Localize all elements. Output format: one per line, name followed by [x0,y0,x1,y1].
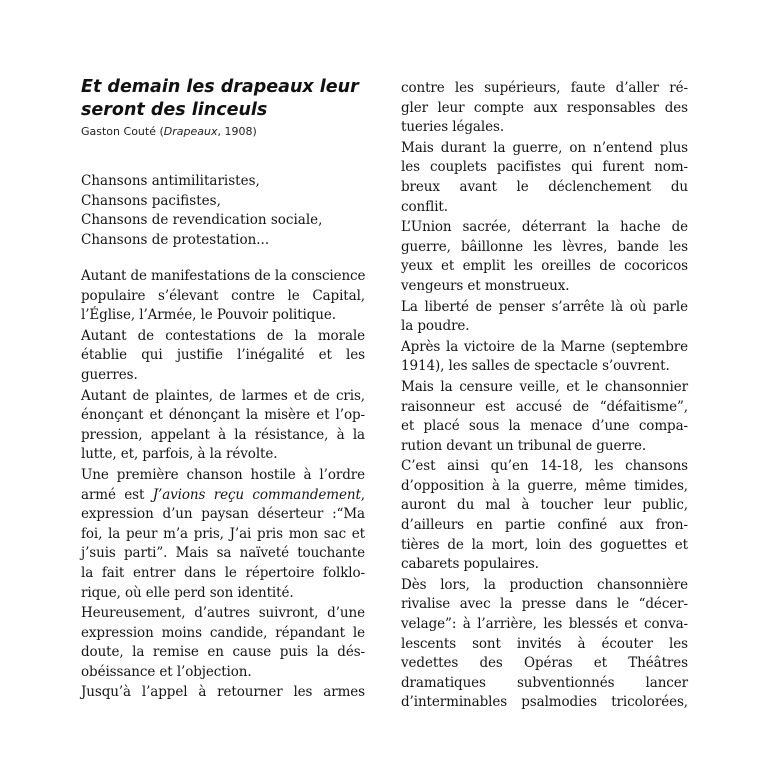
text-line: tueries légales. [401,119,505,136]
text-line: établie qui justifie l’inégalité et les [81,347,365,364]
text-line: obéissance et l’objection. [81,663,252,680]
text-line: pression, appelant à la résistance, à la [81,426,365,443]
text-line: rique, où elle perd son identité. [81,584,294,601]
text-line: l’Église, l’Armée, le Pouvoir politique. [81,307,336,324]
text-line: Autant de contestations de la morale [81,327,365,344]
paragraph [81,267,365,326]
attribution [81,125,371,139]
text-line: conflit. [401,198,448,215]
poem-line: Chansons de revendication sociale, [81,212,323,229]
text-line: populaire s’élevant contre le Capital, [81,287,365,304]
song-title: J’avions reçu commandement [152,486,361,503]
attribution-work: Drapeaux [163,125,218,138]
poem-line: Chansons de protestation... [81,231,270,248]
text-line: Autant de manifestations de la conscience [81,268,366,284]
text-line: C’est ainsi qu’en 14-18, les chansons [401,458,688,475]
text-line: rution devant un tribunal de guerre. [401,437,647,454]
text-line: expression moins candide, répandant le [81,624,365,641]
text-line: Jusqu’à l’appel à retourner les armes [81,684,365,701]
text-line: auront du mal à toucher leur public, [401,497,688,514]
text-line: j’suis parti”. Mais sa naïveté touchante [81,545,365,562]
text-line: d’interminables psalmodies tricolorées, [401,694,688,711]
attribution-rest: , 1908) [217,125,257,138]
text-line: tières de la mort, loin des goguettes et [401,536,688,553]
text-line: breux avant le déclenchement du [401,178,688,195]
text-line: lutte, et, parfois, à la révolte. [81,446,278,463]
text-line: yeux et emplit les oreilles de cocoricos [401,258,688,275]
paragraph [401,457,688,575]
poem-line: Chansons antimilitaristes, [81,173,260,189]
text-line: et placé sous la menace d’une compa- [401,418,688,435]
text-line: L’Union sacrée, déterrant la hache de [401,219,688,236]
text-line: d’opposition à la guerre, même timides, [401,477,688,494]
paragraph [401,79,688,138]
attribution-author: Gaston Couté ( [81,125,164,138]
paragraph [401,378,688,456]
text-line: la fait entrer dans le répertoire folklo- [81,564,365,581]
left-body-text [81,267,365,703]
text-line: vedettes des Opéras et Théâtres [401,655,688,672]
text-line: Une première chanson hostile à l’ordre [81,466,365,483]
text-line: guerre, bâillonne les lèvres, bande les [401,238,688,255]
text-line: rivalise avec la presse dans le “décer- [401,596,688,613]
paragraph [401,298,688,337]
text-line: les couplets pacifistes qui furent nom- [401,159,688,176]
text-line: Autant de plaintes, de larmes et de cris, [81,387,365,404]
paragraph [401,139,688,217]
text-line: Après la victoire de la Marne (septembre [401,338,688,355]
text-line: dramatiques subventionnés lancer [401,674,688,691]
text-line: la poudre. [401,318,470,335]
paragraph [81,327,365,386]
text-line: gler leur compte aux responsables des [401,99,688,116]
paragraph [81,683,365,703]
text-line: lescents sont invités à écouter les [401,635,688,652]
text-line: 1914), les salles de spectacle s’ouvrent. [401,358,670,375]
right-body-text [401,79,688,713]
paragraph [401,338,688,377]
text-run: , [360,486,365,503]
poem-line: Chansons pacifistes, [81,192,221,209]
article-title: Et demain les drapeaux leur seront des linceuls [81,77,359,120]
text-run: armé est [81,486,153,503]
text-line: Mais durant la guerre, on n’entend plus [401,139,688,156]
paragraph [401,218,688,296]
text-line: guerres. [81,366,138,383]
poem-stanza [81,172,371,250]
text-line: doute, la remise en cause puis la dés- [81,644,365,661]
text-line: vengeurs et monstrueux. [401,277,570,294]
text-line: Mais la censure veille, et le chansonnier [401,378,688,395]
text-line: d’ailleurs en partie confiné aux fron- [401,517,688,534]
paragraph [401,576,688,713]
text-line: énonçant et dénonçant la misère et l’op- [81,407,365,424]
text-line: foi, la peur m’a pris, J’ai pris mon sac et [81,525,365,542]
text-line: Dès lors, la production chansonnière [401,576,688,593]
text-line-with-italic [81,486,365,506]
text-line: velage”: à l’arrière, les blessés et conva- [401,616,688,633]
paragraph [81,604,365,682]
text-line: contre les supérieurs, faute d’aller ré- [401,80,688,96]
text-line: cabarets populaires. [401,556,539,573]
text-line: raisonneur est accusé de “défaitisme”, [401,398,688,415]
text-line: Heureusement, d’autres suivront, d’une [81,605,365,622]
paragraph [81,466,365,603]
paragraph [81,387,365,465]
text-line: La liberté de penser s’arrête là où parle [401,298,688,315]
text-line: expression d’un paysan déserteur :“Ma [81,506,365,523]
